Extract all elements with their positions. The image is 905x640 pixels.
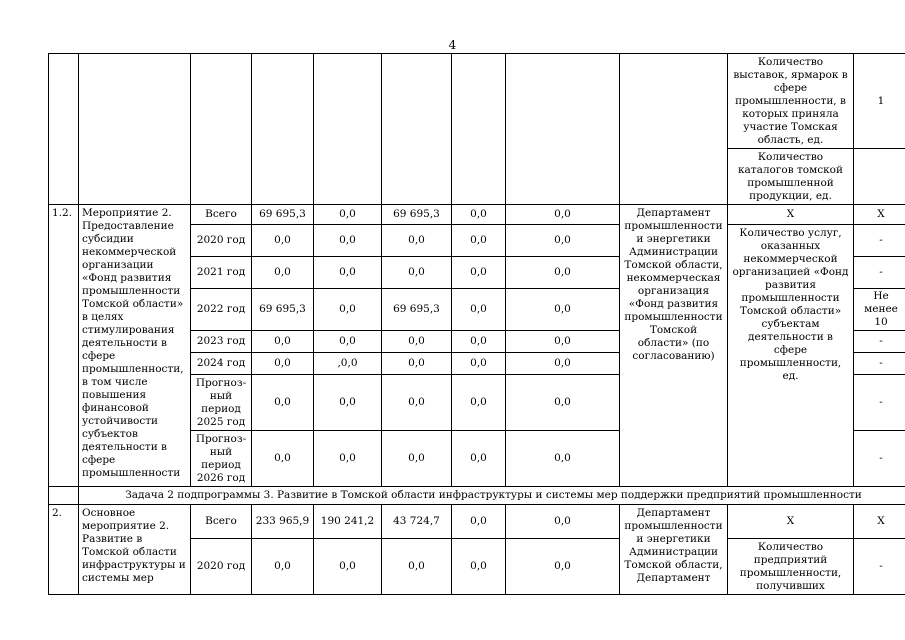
local-cell: 0,0 xyxy=(452,225,506,257)
extra-cell: 0,0 xyxy=(506,331,620,353)
federal-cell: 0,0 xyxy=(314,431,382,487)
extra-cell: 0,0 xyxy=(506,431,620,487)
indicator-services: Количество услуг, оказанных некоммерческой организацией «Фонд развития промышленности Томской области» субъектам деятельности в сфере промышленности, ед. xyxy=(728,225,854,487)
indicator-value: - xyxy=(854,225,905,257)
period-cell: 2024 год xyxy=(191,353,252,375)
total-cell: 0,0 xyxy=(252,375,314,431)
department-cell: Департамент промышленности и энергетики Администрации Томской области, Департамент xyxy=(620,505,728,595)
cell-empty xyxy=(49,54,79,205)
regional-cell: 69 695,3 xyxy=(382,205,452,225)
indicator-value: 1 xyxy=(854,54,905,149)
total-cell: 0,0 xyxy=(252,539,314,595)
indicator-x: Х xyxy=(728,505,854,539)
program-table xyxy=(48,53,905,595)
regional-cell: 43 724,7 xyxy=(382,505,452,539)
indicator-value xyxy=(854,149,905,205)
cell-empty xyxy=(79,54,191,205)
table-row xyxy=(49,54,905,149)
regional-cell: 0,0 xyxy=(382,375,452,431)
period-cell: Всего xyxy=(191,505,252,539)
total-cell: 233 965,9 xyxy=(252,505,314,539)
local-cell: 0,0 xyxy=(452,375,506,431)
local-cell: 0,0 xyxy=(452,539,506,595)
indicator-value: - xyxy=(854,539,905,595)
period-cell: 2020 год xyxy=(191,225,252,257)
period-cell: 2022 год xyxy=(191,289,252,331)
regional-cell: 0,0 xyxy=(382,353,452,375)
indicator-exhibitions: Количество выставок, ярмарок в сфере промышленности, в которых приняла участие Томская область, ед. xyxy=(728,54,854,149)
total-cell: 0,0 xyxy=(252,257,314,289)
table-row xyxy=(49,487,905,505)
indicator-value: - xyxy=(854,257,905,289)
indicator-value: - xyxy=(854,375,905,431)
federal-cell: 0,0 xyxy=(314,225,382,257)
row-number: 2. xyxy=(49,505,79,595)
cell-empty xyxy=(252,54,314,205)
local-cell: 0,0 xyxy=(452,331,506,353)
extra-cell: 0,0 xyxy=(506,289,620,331)
total-cell: 69 695,3 xyxy=(252,289,314,331)
cell-empty xyxy=(382,54,452,205)
local-cell: 0,0 xyxy=(452,505,506,539)
regional-cell: 0,0 xyxy=(382,225,452,257)
cell-empty xyxy=(49,487,79,505)
indicator-value: - xyxy=(854,331,905,353)
local-cell: 0,0 xyxy=(452,205,506,225)
indicator-value: - xyxy=(854,431,905,487)
page-number: 4 xyxy=(448,38,457,52)
cell-empty xyxy=(506,54,620,205)
extra-cell: 0,0 xyxy=(506,505,620,539)
federal-cell: 0,0 xyxy=(314,539,382,595)
table-row xyxy=(49,205,905,225)
regional-cell: 0,0 xyxy=(382,331,452,353)
indicator-x: Х xyxy=(728,205,854,225)
department-cell: Департамент промышленности и энергетики Администрации Томской области, некоммерческая организация «Фонд развития промышленности Томской области» (по согласованию) xyxy=(620,205,728,487)
local-cell: 0,0 xyxy=(452,353,506,375)
federal-cell: 0,0 xyxy=(314,375,382,431)
period-cell: Прогноз-ный период 2025 год xyxy=(191,375,252,431)
federal-cell: 0,0 xyxy=(314,289,382,331)
local-cell: 0,0 xyxy=(452,257,506,289)
period-cell: 2023 год xyxy=(191,331,252,353)
total-cell: 0,0 xyxy=(252,431,314,487)
extra-cell: 0,0 xyxy=(506,375,620,431)
indicator-enterprises: Количество предприятий промышленности, получивших xyxy=(728,539,854,595)
total-cell: 0,0 xyxy=(252,331,314,353)
period-cell: 2021 год xyxy=(191,257,252,289)
total-cell: 69 695,3 xyxy=(252,205,314,225)
extra-cell: 0,0 xyxy=(506,257,620,289)
indicator-value: Не менее 10 xyxy=(854,289,905,331)
period-cell: 2020 год xyxy=(191,539,252,595)
total-cell: 0,0 xyxy=(252,225,314,257)
extra-cell: 0,0 xyxy=(506,205,620,225)
indicator-value: Х xyxy=(854,205,905,225)
total-cell: 0,0 xyxy=(252,353,314,375)
indicator-catalogs: Количество каталогов томской промышленной продукции, ед. xyxy=(728,149,854,205)
cell-empty xyxy=(191,54,252,205)
federal-cell: 0,0 xyxy=(314,331,382,353)
cell-empty xyxy=(314,54,382,205)
cell-empty xyxy=(620,54,728,205)
cell-empty xyxy=(452,54,506,205)
measure-name: Мероприятие 2. Предоставление субсидии некоммерческой организации «Фонд развития промышленности Томской области» в целях стимулирования деятельности в сфере промышленности, в том числе повышения финансовой устойчивости субъектов деятельности в сфере промышленности xyxy=(79,205,191,487)
federal-cell: 0,0 xyxy=(314,205,382,225)
federal-cell: ,0,0 xyxy=(314,353,382,375)
local-cell: 0,0 xyxy=(452,431,506,487)
local-cell: 0,0 xyxy=(452,289,506,331)
indicator-value: - xyxy=(854,353,905,375)
extra-cell: 0,0 xyxy=(506,539,620,595)
federal-cell: 0,0 xyxy=(314,257,382,289)
federal-cell: 190 241,2 xyxy=(314,505,382,539)
regional-cell: 0,0 xyxy=(382,539,452,595)
regional-cell: 0,0 xyxy=(382,257,452,289)
measure-name: Основное мероприятие 2. Развитие в Томской области инфраструктуры и системы мер xyxy=(79,505,191,595)
task-heading: Задача 2 подпрограммы 3. Развитие в Томской области инфраструктуры и системы мер поддержки предприятий промышленности xyxy=(79,487,905,505)
extra-cell: 0,0 xyxy=(506,353,620,375)
period-cell: Прогноз-ный период 2026 год xyxy=(191,431,252,487)
indicator-value: Х xyxy=(854,505,905,539)
table-row xyxy=(49,505,905,539)
period-cell: Всего xyxy=(191,205,252,225)
regional-cell: 69 695,3 xyxy=(382,289,452,331)
regional-cell: 0,0 xyxy=(382,431,452,487)
extra-cell: 0,0 xyxy=(506,225,620,257)
row-number: 1.2. xyxy=(49,205,79,487)
